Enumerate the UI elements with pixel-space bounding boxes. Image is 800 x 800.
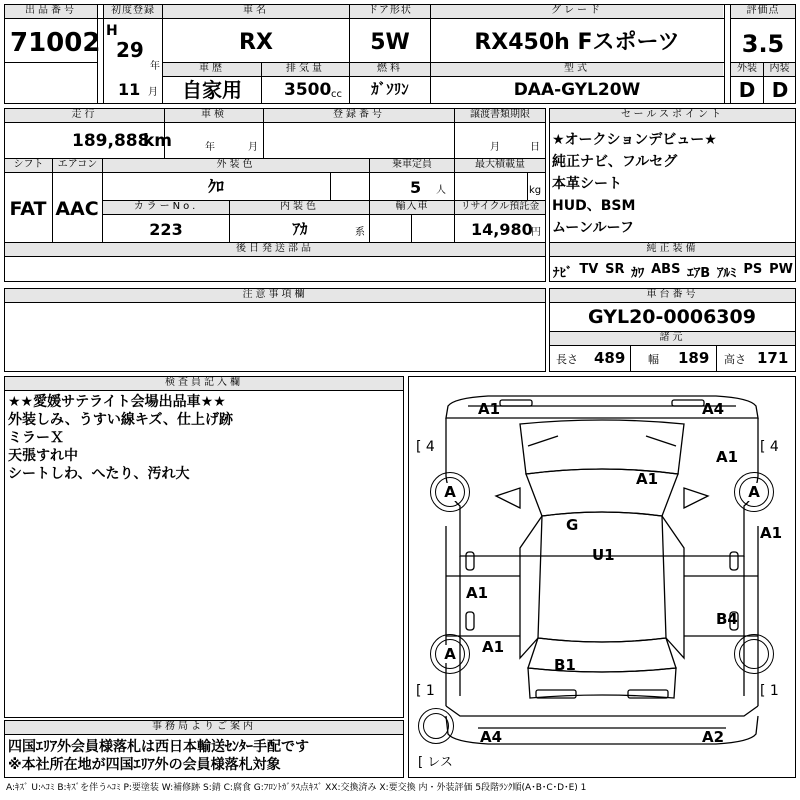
equipment-item: ABS: [651, 262, 681, 277]
height-label: 高さ: [724, 353, 746, 366]
displacement-unit: cc: [331, 89, 342, 100]
equipment-item: TV: [579, 262, 599, 277]
score-header: 評価点: [731, 5, 795, 18]
width-value: 189: [678, 349, 710, 367]
int-score: D: [771, 78, 789, 102]
inspector-line-1: ★★愛媛サテライト会場出品車★★: [8, 394, 226, 410]
capacity-value: 5: [410, 178, 422, 197]
lot-header: 出品番号: [5, 5, 97, 18]
code-hood: A1: [636, 470, 659, 488]
first-reg-year-unit: 年: [150, 61, 160, 72]
shift-header: シフト: [5, 159, 52, 172]
history-value: 自家用: [182, 78, 242, 102]
max-load-unit: kg: [529, 185, 542, 196]
inspection-header: 車検: [165, 109, 263, 122]
chassis-header: 車台番号: [550, 289, 795, 302]
car-name: RX: [239, 30, 273, 55]
equipment-item: ｱﾙﾐ: [717, 266, 737, 281]
height-value: 171: [757, 349, 789, 367]
wheel-rear-left: A: [430, 634, 470, 674]
code-rear-left: A4: [480, 728, 503, 746]
wheel-rear-right: [734, 634, 774, 674]
caution-header: 注意事項欄: [5, 289, 545, 302]
inspection-year-unit: 年: [205, 142, 215, 153]
sales-point-line-4: HUD、BSM: [552, 198, 636, 214]
mileage-unit: km: [143, 131, 173, 151]
transfer-header: 譲渡書類期限: [455, 109, 545, 122]
inspector-header: 検査員記入欄: [5, 377, 403, 390]
displacement-header: 排気量: [262, 63, 349, 76]
sales-point-line-1: ★オークションデビュー★: [552, 132, 717, 148]
score-value: 3.5: [741, 30, 785, 58]
length-label: 長さ: [556, 353, 578, 366]
later-parts-header: 後日発送部品: [5, 243, 545, 256]
grade-header: グレード: [431, 5, 723, 18]
import-header: 輸入車: [370, 201, 454, 214]
code-right-front-fender: A1: [716, 448, 739, 466]
first-reg-year: 29: [116, 38, 144, 62]
mileage-header: 走行: [5, 109, 164, 122]
first-reg-header: 初度登録: [104, 5, 162, 18]
aircon-header: エアコン: [53, 159, 102, 172]
equipment-item: ｶﾜ: [631, 266, 645, 281]
capacity-header: 乗車定員: [370, 159, 454, 172]
ext-score: D: [738, 78, 756, 102]
tire-rear-right: [ 1: [760, 683, 779, 699]
recycle-value: 14,980: [471, 220, 533, 239]
sales-point-line-3: 本革シート: [552, 176, 622, 192]
recycle-header: リサイクル預託金: [455, 201, 545, 214]
int-color-suffix: 系: [355, 227, 365, 238]
chassis-number: GYL20-0006309: [588, 306, 756, 328]
lot-number: 71002: [10, 28, 101, 58]
wheel-front-right: A: [734, 472, 774, 512]
code-rear-right: A2: [702, 728, 725, 746]
displacement-value: 3500: [284, 80, 332, 100]
inspector-line-5: シートしわ、へたり、汚れ大: [8, 466, 190, 482]
equipment-item: SR: [605, 262, 625, 277]
specs-header: 諸元: [550, 332, 795, 345]
ext-color-header: 外装色: [103, 159, 369, 172]
office-header: 事務局よりご案内: [5, 721, 403, 734]
equipment-item: PS: [743, 262, 763, 277]
ext-color-value: ｸﾛ: [207, 177, 225, 196]
first-reg-month: 11: [118, 80, 141, 99]
code-right-front-door: A1: [760, 524, 783, 542]
tire-front-left: [ 4: [416, 439, 435, 455]
mileage-value: 189,888: [72, 131, 150, 151]
grade-value: RX450h Fスポーツ: [474, 30, 680, 55]
car-outline: [408, 376, 796, 778]
code-left-rear-fender: A1: [482, 638, 505, 656]
equipment-header: 純正装備: [550, 243, 795, 256]
inspection-month-unit: 月: [248, 142, 258, 153]
transfer-month-unit: 月: [490, 142, 500, 153]
code-front-left-corner: A1: [478, 400, 501, 418]
fuel-header: 燃料: [350, 63, 430, 76]
wheel-front-left: A: [430, 472, 470, 512]
fuel-value: ｶﾞｿﾘﾝ: [371, 80, 409, 98]
model-header: 型式: [431, 63, 723, 76]
model-value: DAA-GYL20W: [513, 80, 641, 100]
spare-wheel: [418, 708, 454, 744]
sales-point-line-5: ムーンルーフ: [552, 220, 634, 236]
code-roof-center: U1: [592, 546, 615, 564]
equipment-item: PW: [769, 262, 793, 277]
color-no-value: 223: [149, 220, 183, 239]
length-value: 489: [594, 349, 626, 367]
spare-tire-label: [ レス: [418, 755, 453, 770]
int-score-header: 内装: [764, 63, 795, 76]
code-front-right-corner: A4: [702, 400, 725, 418]
int-color-value: ｱｶ: [292, 220, 308, 238]
door-type: 5W: [370, 30, 410, 55]
legend-text: A:ｷｽﾞ U:ﾍｺﾐ B:ｷｽﾞを伴うﾍｺﾐ P:要塗装 W:補修跡 S:錆 C:腐食 G:ﾌﾛﾝﾄｶﾞﾗｽ点ｷｽﾞ XX:交換済み X:要交換 内・外装評価 5段階ﾗﾝｸ順(A･B･C･D･E) 1: [6, 783, 587, 793]
code-left-rear-door: A1: [466, 584, 489, 602]
transfer-day-unit: 日: [530, 142, 540, 153]
inspector-line-4: 天張すれ中: [8, 448, 78, 464]
aircon-value: AAC: [55, 198, 99, 220]
reg-number-header: 登録番号: [264, 109, 454, 122]
history-header: 車歴: [163, 63, 261, 76]
int-color-header: 内装色: [230, 201, 369, 214]
code-trunk: B1: [554, 656, 576, 674]
tire-front-right: [ 4: [760, 439, 779, 455]
equipment-item: ﾅﾋﾞ: [553, 266, 573, 281]
ext-score-header: 外装: [731, 63, 763, 76]
inspector-line-3: ミラーＸ: [8, 430, 64, 446]
capacity-unit: 人: [436, 185, 446, 196]
door-header: ドア形状: [350, 5, 430, 18]
office-line-1: 四国ｴﾘｱ外会員様落札は西日本輸送ｾﾝﾀｰ手配です: [8, 739, 309, 755]
code-right-rear-fender: B4: [716, 610, 738, 628]
office-line-2: ※本社所在地が四国ｴﾘｱ外の会員様落札対象: [8, 757, 281, 773]
sales-point-line-2: 純正ナビ、フルセグ: [552, 154, 678, 170]
color-no-header: カラーNo.: [103, 201, 229, 214]
sales-point-header: セールスポイント: [550, 109, 795, 122]
max-load-header: 最大積載量: [455, 159, 545, 172]
inspector-line-2: 外装しみ、うすい線キズ、仕上げ跡: [8, 412, 233, 428]
first-reg-era: H: [106, 23, 118, 39]
tire-rear-left: [ 1: [416, 683, 435, 699]
shift-value: FAT: [9, 198, 47, 220]
first-reg-month-unit: 月: [148, 87, 158, 98]
equipment-item: ｴｱB: [687, 266, 711, 281]
equipment-list: [553, 262, 793, 281]
code-roof: G: [566, 516, 579, 534]
width-label: 幅: [648, 353, 659, 366]
car-name-header: 車名: [163, 5, 349, 18]
recycle-unit: 円: [531, 227, 541, 238]
